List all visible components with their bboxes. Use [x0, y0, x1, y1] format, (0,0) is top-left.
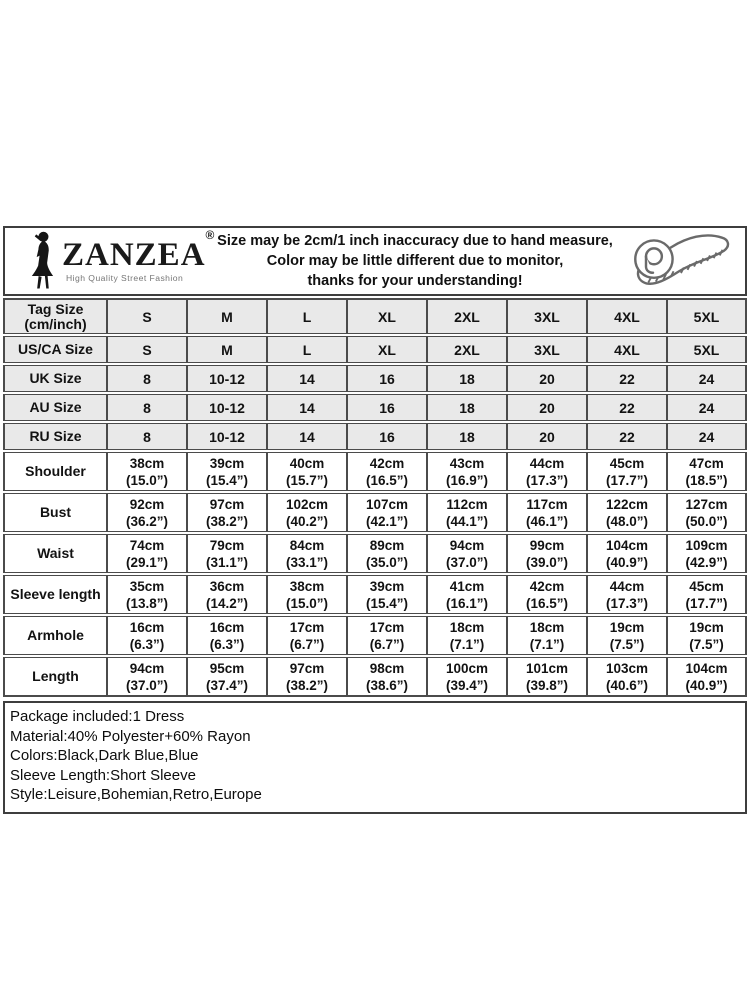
cm-value: 92cm: [129, 496, 165, 512]
measurement-value-cell: [507, 493, 587, 532]
cm-value: 102cm: [285, 496, 329, 512]
cm-value: 99cm: [529, 537, 565, 553]
detail-colors: Colors:Black,Dark Blue,Blue: [10, 747, 199, 764]
measurement-value-cell: [347, 493, 427, 532]
measurement-value-cell: [587, 452, 667, 491]
measurement-value-cell: [587, 493, 667, 532]
inch-value: (48.0”): [605, 513, 649, 529]
inch-value: (17.3”): [605, 595, 649, 611]
inch-value: (40.9”): [605, 554, 649, 570]
cm-value: 18cm: [449, 619, 485, 635]
measurement-value-cell: [267, 493, 347, 532]
size-value-cell: M: [187, 336, 267, 363]
cm-value: 84cm: [289, 537, 325, 553]
cm-value: 19cm: [689, 619, 724, 635]
size-value-cell: 14: [267, 423, 347, 450]
size-value-cell: 16: [347, 394, 427, 421]
inch-value: (17.7”): [605, 472, 649, 488]
size-value-cell: 22: [587, 423, 667, 450]
measurement-value-cell: [667, 493, 747, 532]
header-box: [3, 226, 747, 296]
inch-value: (39.0”): [525, 554, 569, 570]
inch-value: (39.4”): [445, 677, 489, 693]
cm-value: 44cm: [529, 455, 565, 471]
inch-value: (38.2”): [285, 677, 329, 693]
measurement-value-cell: [427, 575, 507, 614]
size-value-cell: S: [107, 336, 187, 363]
measurement-value-cell: [667, 657, 747, 697]
inch-value: (16.5”): [525, 595, 569, 611]
row-label: Shoulder: [3, 452, 107, 491]
size-value-cell: 24: [667, 365, 747, 392]
brand-logo: [5, 228, 216, 294]
size-value-cell: L: [267, 336, 347, 363]
measurement-value-cell: [427, 534, 507, 573]
product-details-box: [3, 701, 747, 814]
size-table-body: [3, 298, 747, 697]
size-row: [3, 336, 747, 363]
notice-line: Color may be little different due to monitor,: [266, 253, 564, 269]
size-value-cell: 20: [507, 394, 587, 421]
measurement-value-cell: [107, 452, 187, 491]
cm-value: 16cm: [129, 619, 165, 635]
inch-value: (37.0”): [445, 554, 489, 570]
cm-value: 16cm: [209, 619, 245, 635]
row-label: Tag Size (cm/inch): [3, 298, 107, 334]
measurement-value-cell: [267, 657, 347, 697]
measurement-value-cell: [427, 657, 507, 697]
inch-value: (40.2”): [285, 513, 329, 529]
size-value-cell: 14: [267, 365, 347, 392]
size-row: [3, 298, 747, 334]
inch-value: (16.5”): [365, 472, 409, 488]
cm-value: 42cm: [529, 578, 565, 594]
brand-name: ZANZEA®: [62, 228, 216, 274]
cm-value: 104cm: [605, 537, 649, 553]
size-value-cell: 8: [107, 365, 187, 392]
inch-value: (17.3”): [525, 472, 569, 488]
cm-value: 42cm: [369, 455, 405, 471]
measurement-value-cell: [107, 534, 187, 573]
cm-value: 98cm: [369, 660, 405, 676]
cm-value: 17cm: [289, 619, 325, 635]
size-row: [3, 423, 747, 450]
measurement-value-cell: [347, 534, 427, 573]
cm-value: 74cm: [129, 537, 165, 553]
inch-value: (35.0”): [365, 554, 409, 570]
cm-value: 95cm: [209, 660, 245, 676]
measurement-value-cell: [347, 657, 427, 697]
measurement-value-cell: [267, 452, 347, 491]
cm-value: 103cm: [605, 660, 649, 676]
measurement-value-cell: [107, 493, 187, 532]
size-value-cell: 16: [347, 423, 427, 450]
inch-value: (39.8”): [525, 677, 569, 693]
inch-value: (42.1”): [365, 513, 409, 529]
size-value-cell: 18: [427, 365, 507, 392]
measurement-value-cell: [267, 616, 347, 655]
size-value-cell: XL: [347, 298, 427, 334]
inch-value: (40.9”): [685, 677, 728, 693]
measurement-row: [3, 493, 747, 532]
inch-value: (6.3”): [209, 636, 245, 652]
size-value-cell: 18: [427, 394, 507, 421]
measurement-value-cell: [347, 575, 427, 614]
cm-value: 109cm: [685, 537, 728, 553]
cm-value: 44cm: [609, 578, 645, 594]
row-label: RU Size: [3, 423, 107, 450]
size-value-cell: L: [267, 298, 347, 334]
size-value-cell: 18: [427, 423, 507, 450]
inch-value: (16.1”): [445, 595, 489, 611]
size-value-cell: 4XL: [587, 336, 667, 363]
size-table: [3, 296, 747, 699]
measurement-value-cell: [107, 657, 187, 697]
inch-value: (17.7”): [685, 595, 728, 611]
size-value-cell: M: [187, 298, 267, 334]
measurement-value-cell: [187, 534, 267, 573]
measurement-value-cell: [587, 616, 667, 655]
size-value-cell: 16: [347, 365, 427, 392]
inch-value: (6.3”): [129, 636, 165, 652]
inch-value: (7.5”): [689, 636, 724, 652]
measurement-value-cell: [347, 452, 427, 491]
cm-value: 122cm: [605, 496, 649, 512]
measurement-value-cell: [187, 657, 267, 697]
inch-value: (29.1”): [125, 554, 169, 570]
size-row: [3, 365, 747, 392]
measurement-value-cell: [587, 575, 667, 614]
inch-value: (13.8”): [125, 595, 169, 611]
measurement-row: [3, 534, 747, 573]
measurement-value-cell: [667, 575, 747, 614]
size-value-cell: S: [107, 298, 187, 334]
cm-value: 100cm: [445, 660, 489, 676]
detail-sleeve-length: Sleeve Length:Short Sleeve: [10, 766, 196, 784]
size-value-cell: 20: [507, 423, 587, 450]
measurement-value-cell: [427, 452, 507, 491]
inch-value: (16.9”): [445, 472, 489, 488]
inch-value: (14.2”): [205, 595, 249, 611]
measurement-value-cell: [667, 452, 747, 491]
cm-value: 36cm: [209, 578, 245, 594]
size-value-cell: 2XL: [427, 298, 507, 334]
detail-package: Package included:1 Dress: [10, 708, 185, 725]
cm-value: 97cm: [209, 496, 245, 512]
measurement-row: [3, 616, 747, 655]
measurement-value-cell: [507, 575, 587, 614]
measurement-value-cell: [427, 493, 507, 532]
measurement-value-cell: [587, 534, 667, 573]
inch-value: (7.5”): [609, 636, 645, 652]
measurement-value-cell: [347, 616, 427, 655]
cm-value: 107cm: [365, 496, 409, 512]
size-value-cell: 24: [667, 423, 747, 450]
cm-value: 18cm: [529, 619, 565, 635]
inch-value: (37.4”): [205, 677, 249, 693]
measurement-row: [3, 575, 747, 614]
cm-value: 38cm: [129, 455, 165, 471]
registered-mark: ®: [205, 228, 216, 243]
row-label: Armhole: [3, 616, 107, 655]
cm-value: 47cm: [689, 455, 724, 471]
inch-value: (6.7”): [289, 636, 325, 652]
size-value-cell: 3XL: [507, 298, 587, 334]
inch-value: (42.9”): [685, 554, 728, 570]
cm-value: 94cm: [449, 537, 485, 553]
size-value-cell: 4XL: [587, 298, 667, 334]
measurement-row: [3, 657, 747, 697]
cm-value: 39cm: [209, 455, 245, 471]
cm-value: 19cm: [609, 619, 645, 635]
cm-value: 45cm: [609, 455, 645, 471]
size-value-cell: 10-12: [187, 394, 267, 421]
measurement-value-cell: [107, 616, 187, 655]
cm-value: 117cm: [526, 496, 568, 512]
inch-value: (36.2”): [125, 513, 169, 529]
size-row: [3, 394, 747, 421]
row-label: AU Size: [3, 394, 107, 421]
cm-value: 40cm: [289, 455, 325, 471]
inch-value: (44.1”): [445, 513, 489, 529]
detail-material: Material:40% Polyester+60% Rayon: [10, 727, 251, 745]
measurement-value-cell: [187, 575, 267, 614]
row-label: Sleeve length: [3, 575, 107, 614]
row-label: Waist: [3, 534, 107, 573]
measurement-value-cell: [187, 452, 267, 491]
cm-value: 97cm: [289, 660, 325, 676]
woman-silhouette-icon: [25, 231, 59, 294]
measurement-value-cell: [507, 657, 587, 697]
inch-value: (46.1”): [525, 513, 569, 529]
size-value-cell: 2XL: [427, 336, 507, 363]
measurement-value-cell: [267, 534, 347, 573]
cm-value: 38cm: [289, 578, 325, 594]
cm-value: 45cm: [689, 578, 724, 594]
brand-text: [62, 228, 216, 284]
size-value-cell: 5XL: [667, 298, 747, 334]
measurement-value-cell: [507, 534, 587, 573]
inch-value: (38.2”): [205, 513, 249, 529]
inch-value: (15.7”): [285, 472, 329, 488]
notice-line: thanks for your understanding!: [307, 273, 523, 289]
measurement-value-cell: [587, 657, 667, 697]
inch-value: (38.6”): [365, 677, 409, 693]
inch-value: (15.0”): [125, 472, 169, 488]
inch-value: (15.4”): [365, 595, 409, 611]
size-notice: [213, 231, 617, 291]
size-chart-sheet: [3, 226, 747, 814]
cm-value: 104cm: [685, 660, 728, 676]
measurement-value-cell: [187, 493, 267, 532]
inch-value: (15.4”): [205, 472, 249, 488]
cm-value: 101cm: [525, 660, 569, 676]
size-value-cell: 3XL: [507, 336, 587, 363]
cm-value: 89cm: [369, 537, 405, 553]
brand-tagline: High Quality Street Fashion: [66, 273, 184, 284]
measurement-value-cell: [667, 534, 747, 573]
measurement-value-cell: [187, 616, 267, 655]
inch-value: (7.1”): [449, 636, 485, 652]
row-label: US/CA Size: [3, 336, 107, 363]
measurement-value-cell: [427, 616, 507, 655]
cm-value: 79cm: [209, 537, 245, 553]
measuring-tape-icon: [617, 231, 745, 291]
cm-value: 43cm: [449, 455, 485, 471]
size-value-cell: 14: [267, 394, 347, 421]
measurement-value-cell: [107, 575, 187, 614]
inch-value: (6.7”): [369, 636, 405, 652]
size-value-cell: 10-12: [187, 423, 267, 450]
inch-value: (40.6”): [605, 677, 649, 693]
cm-value: 41cm: [449, 578, 485, 594]
cm-value: 94cm: [129, 660, 165, 676]
inch-value: (33.1”): [285, 554, 329, 570]
size-value-cell: 8: [107, 423, 187, 450]
size-value-cell: 22: [587, 394, 667, 421]
row-label: UK Size: [3, 365, 107, 392]
row-label: Length: [3, 657, 107, 697]
cm-value: 127cm: [685, 496, 728, 512]
cm-value: 17cm: [369, 619, 405, 635]
size-value-cell: 20: [507, 365, 587, 392]
notice-line: Size may be 2cm/1 inch inaccuracy due to hand measure,: [217, 233, 613, 249]
cm-value: 39cm: [369, 578, 405, 594]
measurement-value-cell: [267, 575, 347, 614]
size-value-cell: 10-12: [187, 365, 267, 392]
inch-value: (15.0”): [285, 595, 329, 611]
measurement-row: [3, 452, 747, 491]
inch-value: (18.5”): [685, 472, 728, 488]
size-value-cell: 8: [107, 394, 187, 421]
cm-value: 35cm: [129, 578, 165, 594]
inch-value: (7.1”): [529, 636, 565, 652]
measurement-value-cell: [667, 616, 747, 655]
size-value-cell: XL: [347, 336, 427, 363]
inch-value: (37.0”): [125, 677, 169, 693]
measurement-value-cell: [507, 616, 587, 655]
inch-value: (50.0”): [685, 513, 728, 529]
detail-style: Style:Leisure,Bohemian,Retro,Europe: [10, 786, 262, 803]
row-label: Bust: [3, 493, 107, 532]
cm-value: 112cm: [446, 496, 488, 512]
inch-value: (31.1”): [205, 554, 249, 570]
measurement-value-cell: [507, 452, 587, 491]
size-value-cell: 24: [667, 394, 747, 421]
size-value-cell: 5XL: [667, 336, 747, 363]
size-value-cell: 22: [587, 365, 667, 392]
